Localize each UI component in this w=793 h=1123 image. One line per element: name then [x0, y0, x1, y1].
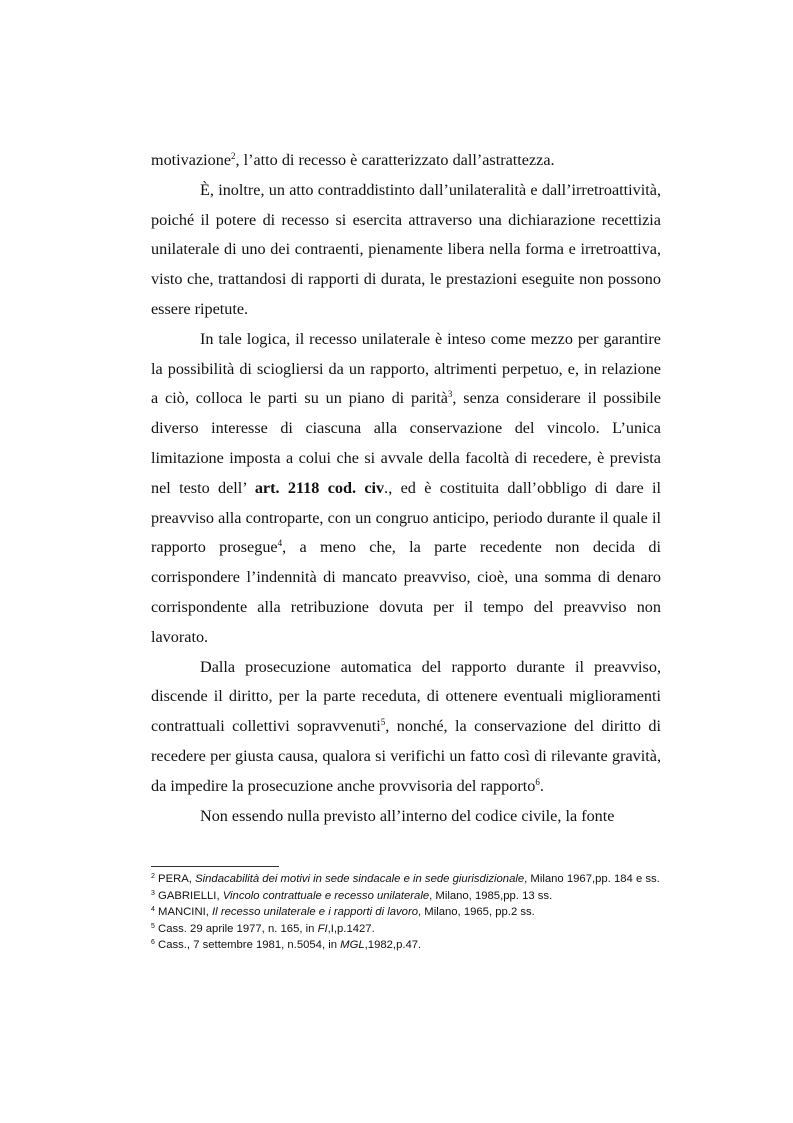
text-run: MANCINI, [154, 906, 213, 919]
text-run: , a meno che, la parte recedente non decida di corrispondere l’indennità di mancato preavviso, cioè, una somma di denaro corrispondente alla retribuzione dovuta per il tempo del preavviso non lavorato. [151, 538, 661, 646]
text-run: Non essendo nulla previsto all’interno del codice civile, la fonte [200, 806, 615, 825]
text-run: , l’atto di recesso è caratterizzato dall’astrattezza. [235, 151, 555, 169]
text-run: FI [317, 922, 328, 935]
body-text [151, 146, 661, 831]
footnote-ref: 2 [151, 873, 155, 880]
text-run: Vincolo contrattuale e recesso unilaterale [222, 889, 430, 902]
paragraph-3 [151, 325, 661, 653]
text-run: Cass. 29 aprile 1977, n. 165, in [154, 922, 318, 935]
text-run: Dalla prosecuzione automatica del rapporto durante il preavviso, discende il diritto, per la parte receduta, di ottenere eventuali miglioramenti contrattuali collettivi sopravvenuti [151, 657, 661, 736]
text-run: In tale logica, il recesso unilaterale è inteso come mezzo per garantire la possibilità di sciogliersi da un rapporto, altrimenti perpetuo, e, in relazione a ciò, colloca le parti su un piano di parità [151, 329, 661, 408]
text-run: Cass., 7 settembre 1981, n.5054, in [154, 939, 341, 952]
text-run: , senza considerare il possibile diverso interesse di ciascuna alla conservazione del vincolo. L’unica limitazione imposta a colui che si avvale della facoltà di recedere, è prevista nel testo dell’ [151, 389, 661, 497]
footnote-separator [151, 866, 279, 867]
text-run: art. 2118 cod. civ [254, 478, 385, 497]
text-run: È, inoltre, un atto contraddistinto dall’unilateralità e dall’irretroattività, poiché il potere di recesso si esercita attraverso una dichiarazione recettizia unilaterale di uno dei contraenti, pienamente libera nella forma e irretroattiva, visto che, trattandosi di rapporti di durata, le prestazioni eseguite non possono essere ripetute. [151, 180, 661, 318]
text-run: , Milano 1967,pp. 184 e ss. [524, 873, 660, 885]
footnote-3 [151, 888, 661, 905]
text-run: , Milano, 1965, pp.2 ss. [418, 906, 535, 919]
footnote-ref: 2 [231, 151, 236, 161]
footnote-4 [151, 904, 661, 921]
footnote-ref: 3 [447, 389, 453, 400]
footnote-ref: 3 [151, 889, 155, 897]
footnote-2 [151, 871, 661, 888]
text-run: MGL [340, 939, 365, 952]
footnote-ref: 5 [151, 922, 155, 930]
text-run: , Milano, 1985,pp. 13 ss. [429, 889, 553, 902]
paragraph-1 [151, 146, 661, 176]
paragraph-2 [151, 176, 661, 325]
text-run: , nonché, la conservazione del diritto di recedere per giusta causa, qualora si verifichi un fatto così di rilevante gravità, da impedire la prosecuzione anche provvisoria del rapporto [151, 717, 662, 795]
text-run: PERA, [154, 873, 196, 885]
footnote-6 [151, 937, 661, 954]
paragraph-5 [151, 802, 661, 832]
text-run: Il recesso unilaterale e i rapporti di lavoro [212, 906, 418, 919]
text-run: GABRIELLI, [154, 889, 223, 902]
footnotes [151, 871, 661, 954]
footnote-ref: 6 [151, 939, 155, 947]
footnote-5 [151, 921, 661, 938]
footnote-ref: 5 [380, 717, 386, 728]
text-run: motivazione [151, 151, 232, 169]
footnote-ref: 4 [277, 538, 283, 549]
text-run: . [539, 776, 544, 795]
text-run: ,1982,p.47. [364, 939, 422, 952]
text-run: ,I,p.1427. [327, 922, 375, 935]
paragraph-4 [151, 653, 661, 802]
footnote-ref: 6 [535, 776, 540, 787]
footnote-ref: 4 [151, 906, 155, 914]
text-run: ., ed è costituita dall’obbligo di dare il preavviso alla controparte, con un congruo anticipo, periodo durante il quale il rapporto prosegue [151, 478, 661, 557]
text-run: Sindacabilità dei motivi in sede sindacale e in sede giurisdizionale [195, 873, 525, 885]
